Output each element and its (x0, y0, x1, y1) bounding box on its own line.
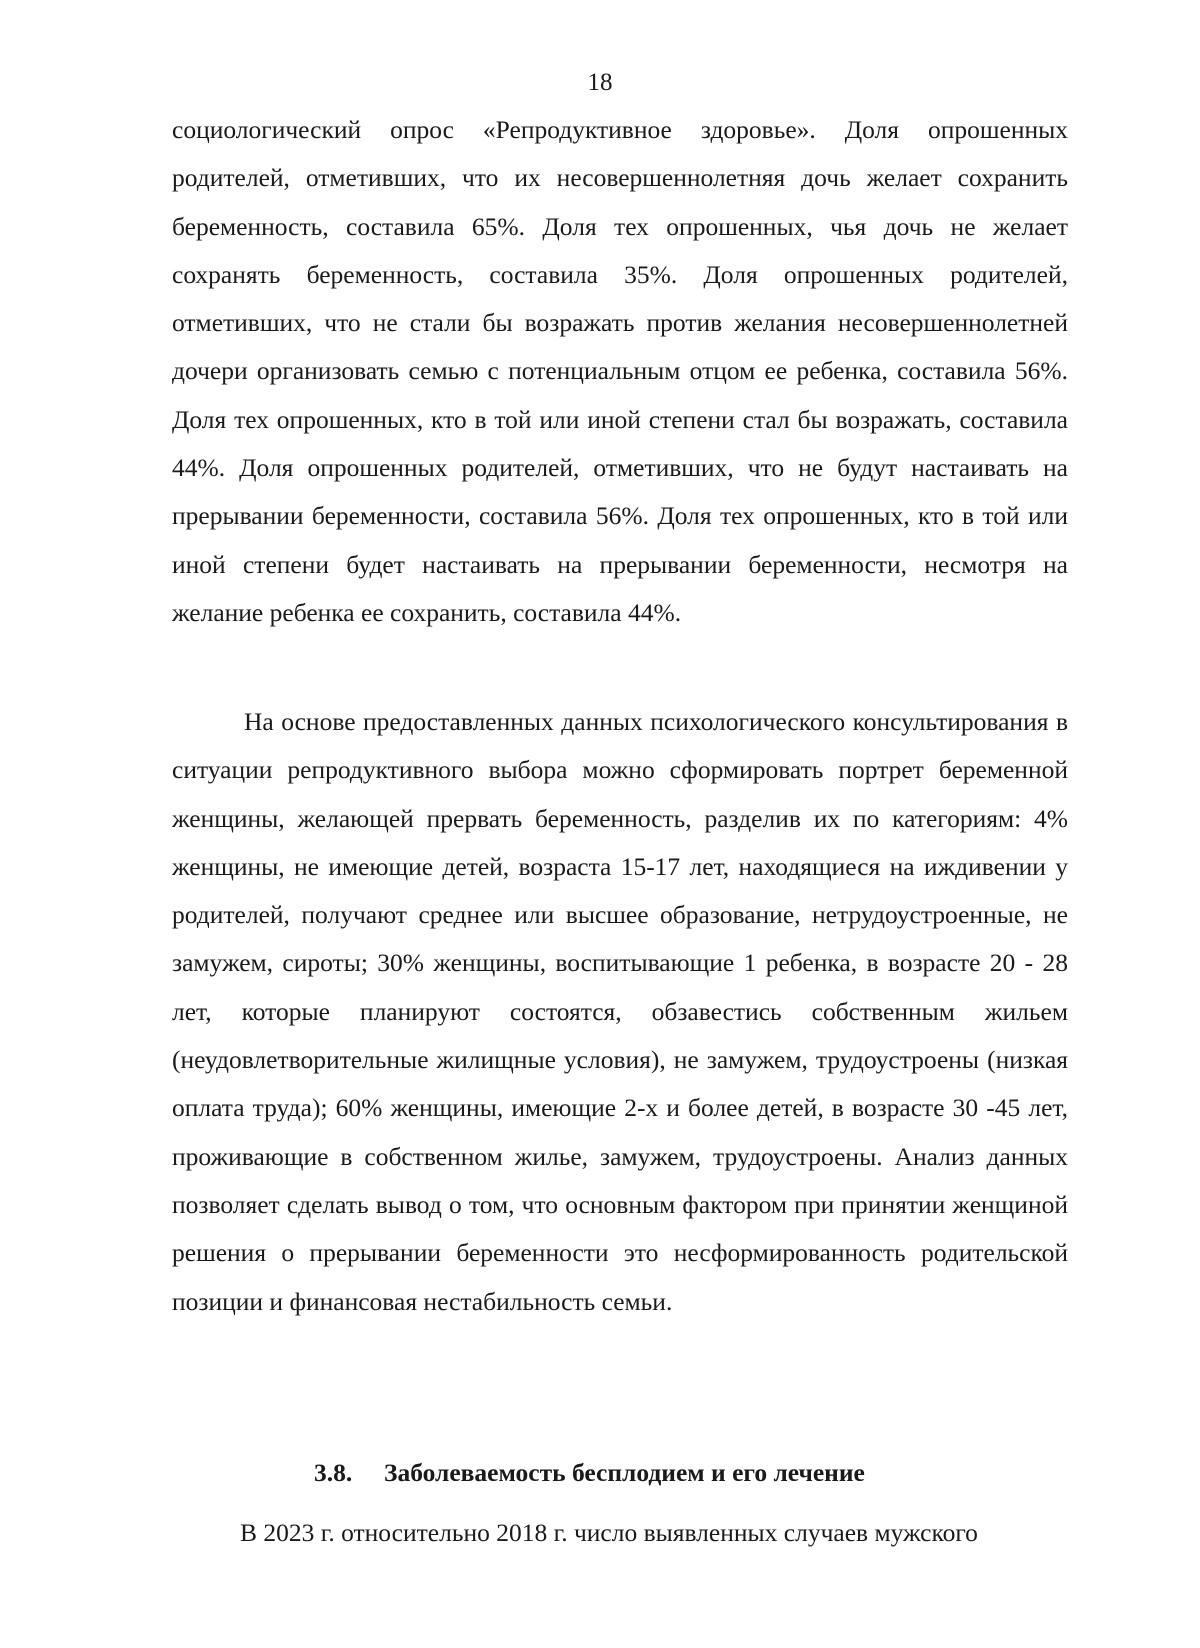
body-paragraph-survey-results: социологический опрос «Репродуктивное здоровье». Доля опрошенных родителей, отметивших, что их несовершеннолетняя дочь желает сохранить беременность, составила 65%. Доля тех опрошенных, чья дочь не желает сохранять беременность, составила 35%. Доля опрошенных родителей, отметивших, что не стали бы возражать против желания несовершеннолетней дочери организовать семью с потенциальным отцом ее ребенка, составила 56%. Доля тех опрошенных, кто в той или иной степени стал бы возражать, составила 44%. Доля опрошенных родителей, отметивших, что не будут настаивать на прерывании беременности, составила 56%. Доля тех опрошенных, кто в той или иной степени будет настаивать на прерывании беременности, несмотря на желание ребенка ее сохранить, составила 44%. (172, 115, 1068, 627)
body-paragraph-infertility-intro: В 2023 г. относительно 2018 г. число выявленных случаев мужского (240, 1518, 978, 1547)
page-number: 18 (587, 69, 613, 96)
section-number: 3.8. (314, 1458, 353, 1487)
body-paragraph-woman-portrait: На основе предоставленных данных психологического консультирования в ситуации репродуктивного выбора можно сформировать портрет беременной женщины, желающей прервать беременность, разделив их по категориям: 4% женщины, не имеющие детей, возраста 15-17 лет, находящиеся на иждивении у родителей, получают среднее или высшее образование, нетрудоустроенные, не замужем, сироты; 30% женщины, воспитывающие 1 ребенка, в возрасте 20 - 28 лет, которые планируют состоятся, обзавестись собственным жильем (неудовлетворительные жилищные условия), не замужем, трудоустроены (низкая оплата труда); 60% женщины, имеющие 2-х и более детей, в возрасте 30 -45 лет, проживающие в собственном жилье, замужем, трудоустроены. Анализ данных позволяет сделать вывод о том, что основным фактором при принятии женщиной решения о прерывании беременности это несформированность родительской позиции и финансовая нестабильность семьи. (172, 707, 1068, 1316)
section-title: Заболеваемость бесплодием и его лечение (384, 1458, 865, 1487)
section-heading (314, 1457, 865, 1489)
